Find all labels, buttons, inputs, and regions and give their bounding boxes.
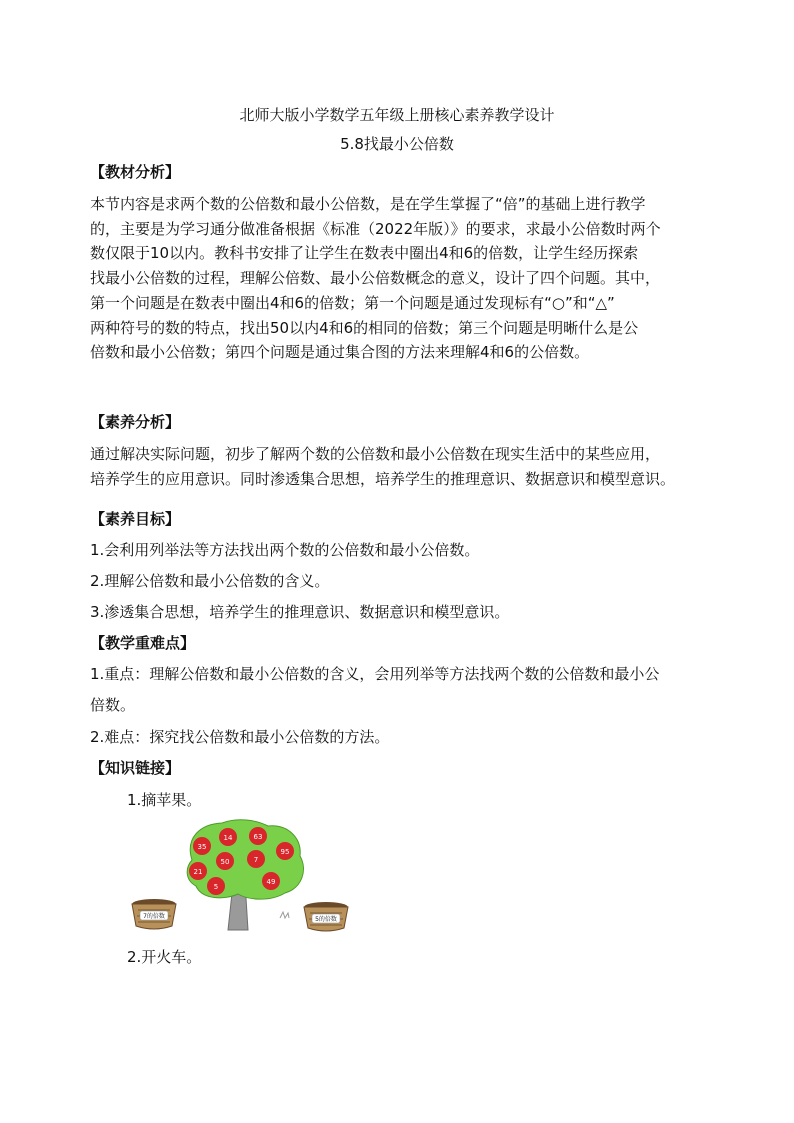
grass-icon [280,912,289,918]
goal-item: 1.会利用列举法等方法找出两个数的公倍数和最小公倍数。 [90,541,480,559]
apple-label: 5 [213,883,219,891]
section-heading-links: 【知识链接】 [90,759,181,777]
paragraph-line: 倍数和最小公倍数；第四个问题是通过集合图的方法来理解4和6的公倍数。 [90,343,590,362]
apple [276,842,294,860]
link-item-pick-apples: 1.摘苹果。 [127,791,202,809]
section-heading-goals: 【素养目标】 [90,510,181,528]
goal-item: 2.理解公倍数和最小公倍数的含义。 [90,572,330,590]
paragraph-line: 数仅限于10以内。教科书安排了让学生在数表中圈出4和6的倍数，让学生经历探索 [90,244,639,263]
lesson-title: 5.8找最小公倍数 [340,135,454,153]
apple [193,837,211,855]
apple-label: 14 [223,834,233,842]
paragraph-line: 本节内容是求两个数的公倍数和最小公倍数，是在学生掌握了“倍”的基础上进行教学 [90,195,646,213]
basket-right [304,902,348,931]
apple [189,862,207,880]
basket-label: 5的倍数 [315,916,337,923]
keypoint-item: 1.重点：理解公倍数和最小公倍数的含义，会用列举等方法找两个数的公倍数和最小公 [90,665,660,683]
apple [262,872,280,890]
apple [216,852,234,870]
paragraph-line: 第一个问题是在数表中圈出4和6的倍数；第一个问题是通过发现标有“○”和“△” [90,293,615,312]
literacy-analysis-paragraph [90,442,710,491]
apple [249,827,267,845]
paragraph-line: 培养学生的应用意识。同时渗透集合思想，培养学生的推理意识、数据意识和模型意识。 [90,469,676,488]
document-title: 北师大版小学数学五年级上册核心素养教学设计 [239,106,555,124]
paragraph-line: 的，主要是为学习通分做准备根据《标准（2022年版）》的要求，求最小公倍数时两个 [90,219,661,238]
apple-label: 35 [197,843,207,851]
apple-label: 50 [220,858,230,866]
apple-label: 95 [280,848,290,856]
difficulty-item: 2.难点：探究找公倍数和最小公倍数的方法。 [90,728,390,746]
paragraph-line: 找最小公倍数的过程，理解公倍数、最小公倍数概念的意义，设计了四个问题。其中， [90,269,661,288]
apple-label: 49 [266,878,276,886]
basket-label: 7的倍数 [143,913,165,920]
paragraph-line: 通过解决实际问题，初步了解两个数的公倍数和最小公倍数在现实生活中的某些应用， [90,445,661,463]
section-heading-textbook: 【教材分析】 [90,163,181,181]
apple [207,877,225,895]
apple [219,828,237,846]
apple [247,850,265,868]
apple-label: 21 [193,868,203,876]
link-item-train-game: 2.开火车。 [127,948,202,966]
section-heading-literacy: 【素养分析】 [90,413,181,431]
goal-item: 3.渗透集合思想，培养学生的推理意识、数据意识和模型意识。 [90,603,510,621]
apple-label: 7 [253,856,259,864]
apple-tree-illustration [130,818,360,933]
section-heading-keypoints: 【教学重难点】 [90,634,196,652]
keypoint-item-continued: 倍数。 [90,696,136,714]
paragraph-line: 两种符号的数的特点，找出50以内4和6的相同的倍数；第三个问题是明晰什么是公 [90,318,639,337]
textbook-analysis-paragraph [90,192,710,365]
apple-label: 63 [253,833,263,841]
basket-left [132,899,176,929]
